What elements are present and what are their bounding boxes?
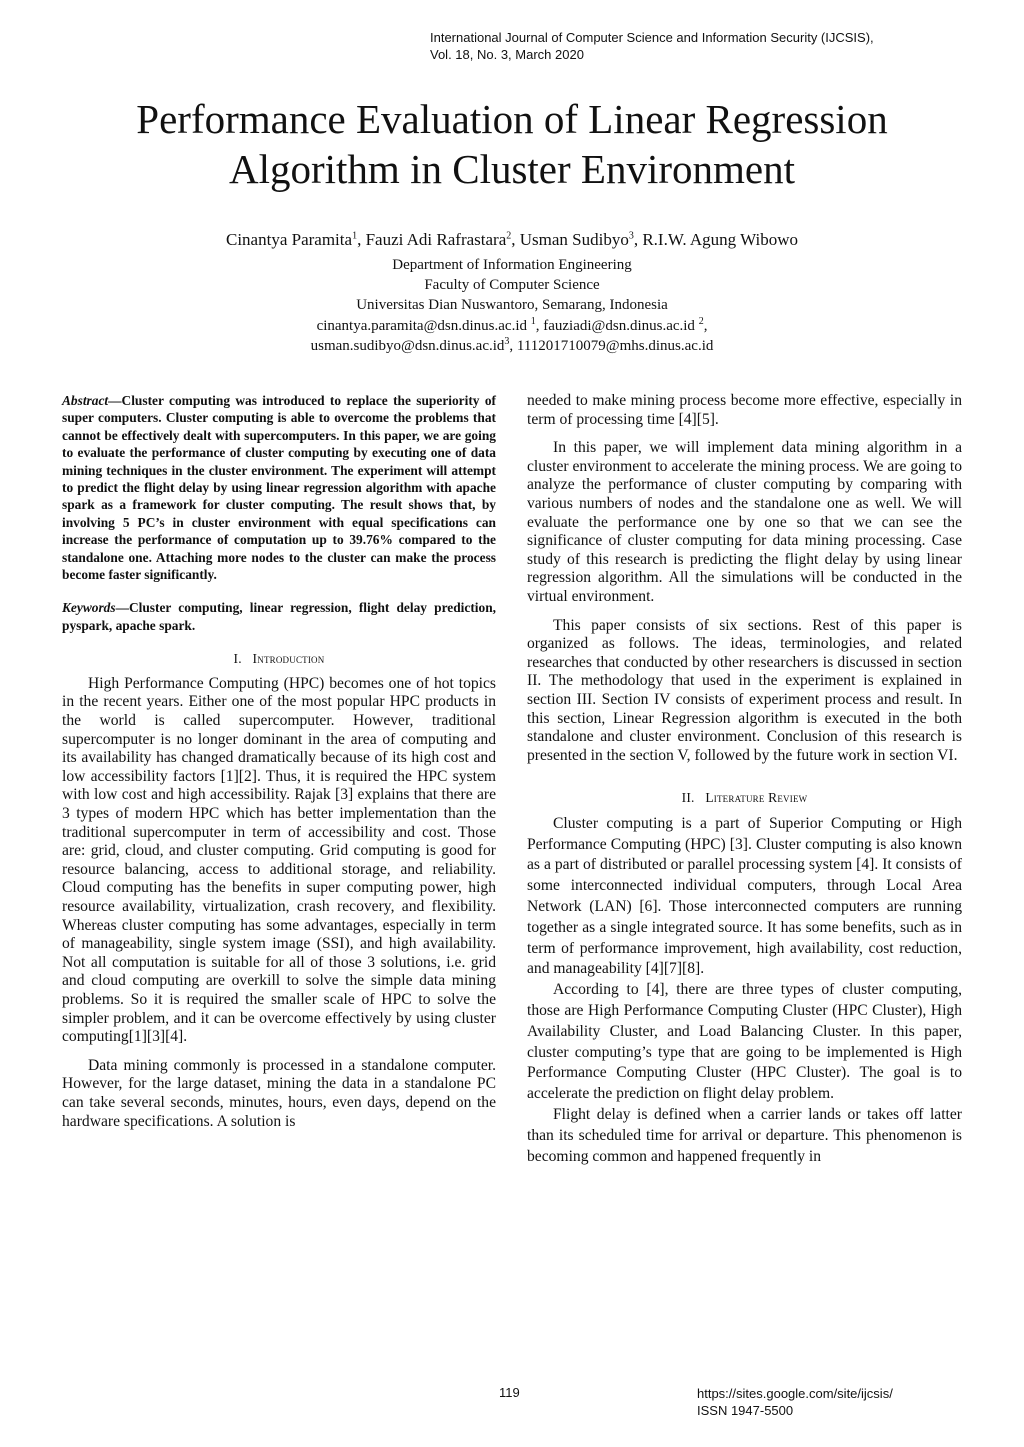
title-line-2: Algorithm in Cluster Environment xyxy=(229,146,795,192)
intro-paragraph-3: In this paper, we will implement data mining algorithm in a cluster environment to accelerate the mining process. We are going to analyze the performance of cluster computing by comparing with various numbers of nodes and the standalone one as well. We will evaluate the performance one by one so that we can see the significance of cluster computing for data mining processing. Case study of this research is predicting the flight delay by using linear regression algorithm. All the simulations will be conducted in the virtual environment. xyxy=(527,439,962,605)
page-number: 119 xyxy=(499,1385,520,1400)
email-address[interactable]: cinantya.paramita@dsn.dinus.ac.id xyxy=(316,317,527,334)
intro-paragraph-2: Data mining commonly is processed in a standalone computer. However, for the large dataset, mining the data in a standalone PC can take several seconds, minutes, hours, even days, depend on the hardware specifications. A solution is xyxy=(62,1056,496,1130)
email-index: 2 xyxy=(698,315,704,327)
faculty: Faculty of Computer Science xyxy=(424,277,600,294)
title-line-1: Performance Evaluation of Linear Regression xyxy=(136,96,888,142)
section-title: Literature Review xyxy=(705,790,808,806)
department: Department of Information Engineering xyxy=(392,257,632,273)
abstract xyxy=(62,392,496,583)
keywords xyxy=(62,599,496,634)
author-index: 2 xyxy=(506,230,512,242)
email-line-1 xyxy=(62,316,962,336)
intro-paragraph-4: This paper consists of six sections. Rest of this paper is organized as follows. The ideas, terminologies, and related researches that conducted by other researchers is discussed in section II. The methodology that used in the experiment is explained in section III. Section IV consists of experiment process and result. In this section, Linear Regression algorithm is executed in the both standalone and cluster environment. Conclusion of this research is presented in the section V, followed by the future work in section VI. xyxy=(527,616,962,764)
email-line-2 xyxy=(62,336,962,356)
abstract-label: Abstract xyxy=(62,393,109,408)
journal-header xyxy=(430,29,990,63)
journal-url[interactable]: https://sites.google.com/site/ijcsis/ xyxy=(697,1386,893,1401)
university: Universitas Dian Nuswantoro, Semarang, Indonesia xyxy=(356,297,668,314)
literature-paragraph-2: According to [4], there are three types of cluster computing, those are High Performance Computing Cluster (HPC Cluster), High Availability Cluster, and Load Balancing Cluster. In this paper, cluster computing’s type that are going to be implemented is High Performance Computing Cluster (HPC Cluster). The goal is to accelerate the prediction on flight delay problem. xyxy=(527,981,962,1103)
email-address[interactable]: , 111201710079@mhs.dinus.ac.id xyxy=(509,337,714,354)
section-heading-literature-review xyxy=(527,789,962,808)
keywords-text: —Cluster computing, linear regression, flight delay prediction, pyspark, apache spark. xyxy=(62,600,496,633)
author-index: 1 xyxy=(352,230,358,242)
keywords-label: Keywords xyxy=(62,600,116,616)
journal-name: International Journal of Computer Science and Information Security (IJCSIS), xyxy=(430,30,874,45)
section-number: II. xyxy=(681,790,695,806)
footer-info xyxy=(697,1385,893,1419)
section-title: Introduction xyxy=(252,651,325,667)
author-index: 3 xyxy=(628,230,634,242)
email-address[interactable]: , fauziadi@dsn.dinus.ac.id xyxy=(535,317,695,334)
journal-volume: Vol. 18, No. 3, March 2020 xyxy=(430,47,584,62)
email-separator: , xyxy=(703,317,708,334)
abstract-text: —Cluster computing was introduced to replace the superiority of super computers. Cluster computing is able to overcome the problems that cannot be effectively dealt with supercomputers. In this paper, we are going to evaluate the performance of cluster computing by executing one of data mining techniques in the cluster environment. The experiment will attempt to predict the flight delay by using linear regression algorithm with apache spark as a framework for cluster computing. The result shows that, by involving 5 PC’s in cluster environment with equal specifications can increase the performance of computation up to 39.76% compared to the standalone one. Attaching more nodes to the cluster can make the process become faster significantly. xyxy=(62,393,496,583)
author-name: Cinantya Paramita xyxy=(226,230,353,249)
literature-paragraph-1: Cluster computing is a part of Superior Computing or High Performance Computing (HPC) [3]. Cluster computing is also known as a part of distributed or parallel processing system [4]. It consists of some interconnected individual computers, through Local Area Network (LAN) [6]. Those interconnected computers are running together as a single integrated source. It has some benefits, such as in term of performance improvement, high availability, cost reduction, and manageability [4][7][8]. xyxy=(527,814,962,978)
email-index: 1 xyxy=(530,315,536,327)
literature-paragraph-3: Flight delay is defined when a carrier lands or takes off latter than its scheduled time for arrival or departure. This phenomenon is becoming common and happened frequently in xyxy=(527,1106,962,1165)
paper-title xyxy=(62,94,962,194)
section-number: I. xyxy=(233,651,242,667)
author-name: , Fauzi Adi Rafrastara xyxy=(357,230,507,249)
right-column xyxy=(527,392,962,1167)
issn: ISSN 1947-5500 xyxy=(697,1403,794,1418)
author-name: , Usman Sudibyo xyxy=(511,230,629,249)
email-address[interactable]: usman.sudibyo@dsn.dinus.ac.id xyxy=(310,337,505,354)
affiliation-block xyxy=(62,255,962,356)
email-index: 3 xyxy=(504,335,510,347)
author-name: , R.I.W. Agung Wibowo xyxy=(633,230,798,249)
intro-paragraph-2-continued: needed to make mining process become more effective, especially in term of processing time [4][5]. xyxy=(527,392,962,428)
author-list xyxy=(62,227,962,253)
left-column xyxy=(62,392,496,1131)
section-heading-introduction xyxy=(62,650,496,669)
intro-paragraph-1: High Performance Computing (HPC) becomes one of hot topics in the recent years. Either one of the most popular HPC products in the world is called supercomputer. However, traditional supercomputer is no longer dominant in the area of computing and its availability has changed dramatically because of its high cost and low accessibility factors [1][2]. Thus, it is required the HPC system with low cost and high accessibility. Rajak [3] explains that there are 3 types of modern HPC which has better implementation than the traditional supercomputer in term of accessibility and cost. Those are: grid, cloud, and cluster computing. Grid computing is good for resource balancing, access to additional storage, and reliability. Cloud computing has the benefits in super computing power, high resource availability, virtualization, crash recovery, and flexibility. Whereas cluster computing has some advantages, especially in term of manageability, single system image (SSI), and high availability. Not all computation is suitable for all of those 3 solutions, i.e. grid and cloud computing are overkill to solve the simple data mining problems. So it is required the smaller scale of HPC to solve the simpler problem, and it can be overcome effectively by using cluster computing[1][3][4]. xyxy=(62,674,496,1046)
